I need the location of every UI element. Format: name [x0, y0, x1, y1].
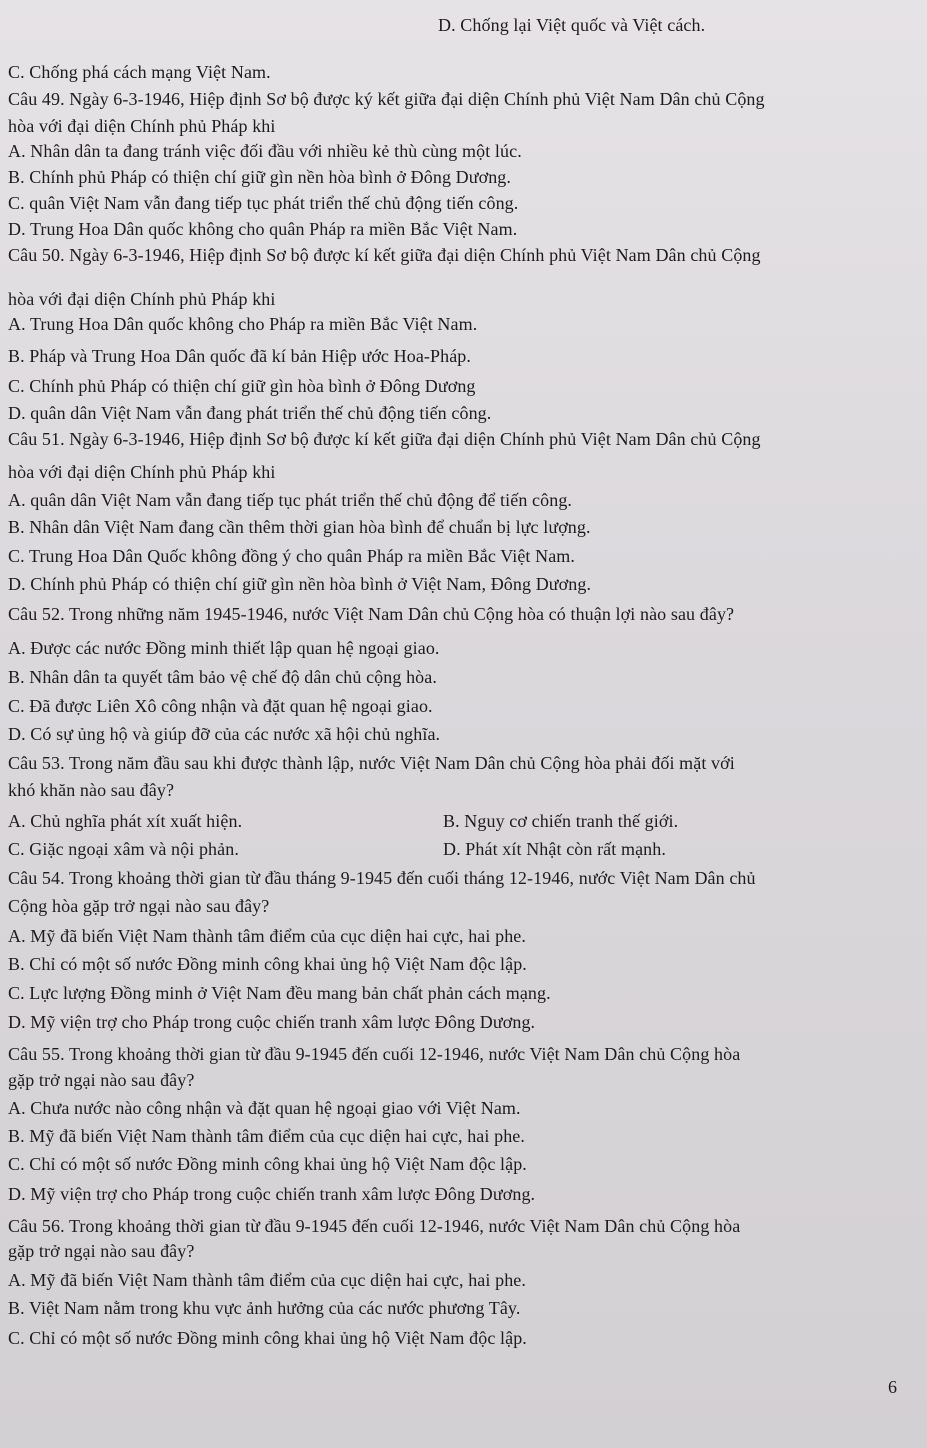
- text-line: Câu 55. Trong khoảng thời gian từ đầu 9-1945 đến cuối 12-1946, nước Việt Nam Dân chủ Cộng hòa: [8, 1044, 741, 1064]
- text-line: hòa với đại diện Chính phủ Pháp khi: [8, 289, 276, 309]
- text-line: gặp trở ngại nào sau đây?: [8, 1070, 195, 1090]
- text-line: hòa với đại diện Chính phủ Pháp khi: [8, 116, 276, 136]
- text-line: B. Chỉ có một số nước Đồng minh công khai ủng hộ Việt Nam độc lập.: [8, 954, 527, 974]
- text-line: A. Trung Hoa Dân quốc không cho Pháp ra miền Bắc Việt Nam.: [8, 314, 478, 334]
- text-line: Câu 50. Ngày 6-3-1946, Hiệp định Sơ bộ được kí kết giữa đại diện Chính phủ Việt Nam Dân chủ Cộng: [8, 245, 761, 265]
- text-line: C. Chỉ có một số nước Đồng minh công khai ủng hộ Việt Nam độc lập.: [8, 1154, 527, 1174]
- text-line: B. Nhân dân ta quyết tâm bảo vệ chế độ dân chủ cộng hòa.: [8, 667, 437, 687]
- text-line: A. Mỹ đã biến Việt Nam thành tâm điểm của cục diện hai cực, hai phe.: [8, 926, 526, 946]
- text-line: B. Việt Nam nằm trong khu vực ảnh hưởng của các nước phương Tây.: [8, 1298, 521, 1318]
- text-line: D. quân dân Việt Nam vẫn đang phát triển thế chủ động tiến công.: [8, 403, 492, 423]
- text-line: C. Trung Hoa Dân Quốc không đồng ý cho quân Pháp ra miền Bắc Việt Nam.: [8, 546, 576, 566]
- text-line: khó khăn nào sau đây?: [8, 780, 175, 800]
- text-line: C. Lực lượng Đồng minh ở Việt Nam đều mang bản chất phản cách mạng.: [8, 983, 551, 1003]
- text-line: D. Trung Hoa Dân quốc không cho quân Pháp ra miền Bắc Việt Nam.: [8, 219, 518, 239]
- text-line: D. Có sự ủng hộ và giúp đỡ của các nước xã hội chủ nghĩa.: [8, 724, 441, 744]
- text-line: Câu 56. Trong khoảng thời gian từ đầu 9-1945 đến cuối 12-1946, nước Việt Nam Dân chủ Cộng hòa: [8, 1216, 741, 1236]
- text-line: B. Mỹ đã biến Việt Nam thành tâm điểm của cục diện hai cực, hai phe.: [8, 1126, 525, 1146]
- text-line: A. Được các nước Đồng minh thiết lập quan hệ ngoại giao.: [8, 638, 440, 658]
- text-line: C. Chỉ có một số nước Đồng minh công khai ủng hộ Việt Nam độc lập.: [8, 1328, 527, 1348]
- text-line: A. Chủ nghĩa phát xít xuất hiện.: [8, 811, 243, 831]
- text-line: D. Chính phủ Pháp có thiện chí giữ gìn nền hòa bình ở Việt Nam, Đông Dương.: [8, 574, 592, 594]
- page-number: 6: [888, 1377, 897, 1397]
- text-line: C. Giặc ngoại xâm và nội phản.: [8, 839, 239, 859]
- text-line: C. Chính phủ Pháp có thiện chí giữ gìn hòa bình ở Đông Dương: [8, 376, 476, 396]
- text-line: B. Pháp và Trung Hoa Dân quốc đã kí bản Hiệp ước Hoa-Pháp.: [8, 346, 472, 366]
- text-line: gặp trở ngại nào sau đây?: [8, 1241, 195, 1261]
- text-line: B. Chính phủ Pháp có thiện chí giữ gìn nền hòa bình ở Đông Dương.: [8, 167, 512, 187]
- text-line: A. Chưa nước nào công nhận và đặt quan hệ ngoại giao với Việt Nam.: [8, 1098, 521, 1118]
- text-line: A. quân dân Việt Nam vẫn đang tiếp tục phát triển thế chủ động để tiến công.: [8, 490, 573, 510]
- text-line: Câu 53. Trong năm đầu sau khi được thành lập, nước Việt Nam Dân chủ Cộng hòa phải đối mặt với: [8, 753, 735, 773]
- text-line: D. Mỹ viện trợ cho Pháp trong cuộc chiến tranh xâm lược Đông Dương.: [8, 1012, 536, 1032]
- text-line: C. Chống phá cách mạng Việt Nam.: [8, 62, 271, 82]
- text-line: Câu 51. Ngày 6-3-1946, Hiệp định Sơ bộ được kí kết giữa đại diện Chính phủ Việt Nam Dân chủ Cộng: [8, 429, 761, 449]
- text-line: A. Mỹ đã biến Việt Nam thành tâm điểm của cục diện hai cực, hai phe.: [8, 1270, 526, 1290]
- text-line: D. Mỹ viện trợ cho Pháp trong cuộc chiến tranh xâm lược Đông Dương.: [8, 1184, 536, 1204]
- text-line: B. Nguy cơ chiến tranh thế giới.: [443, 811, 679, 831]
- text-line: Câu 49. Ngày 6-3-1946, Hiệp định Sơ bộ được ký kết giữa đại diện Chính phủ Việt Nam Dân chủ Cộng: [8, 89, 765, 109]
- text-line: A. Nhân dân ta đang tránh việc đối đầu với nhiều kẻ thù cùng một lúc.: [8, 141, 522, 161]
- text-line: Câu 52. Trong những năm 1945-1946, nước Việt Nam Dân chủ Cộng hòa có thuận lợi nào sau đây?: [8, 604, 735, 624]
- text-line: D. Chống lại Việt quốc và Việt cách.: [438, 15, 706, 35]
- text-line: C. quân Việt Nam vẫn đang tiếp tục phát triển thế chủ động tiến công.: [8, 193, 519, 213]
- text-line: B. Nhân dân Việt Nam đang cần thêm thời gian hòa bình để chuẩn bị lực lượng.: [8, 517, 591, 537]
- text-line: D. Phát xít Nhật còn rất mạnh.: [443, 839, 666, 859]
- text-line: hòa với đại diện Chính phủ Pháp khi: [8, 462, 276, 482]
- text-line: C. Đã được Liên Xô công nhận và đặt quan hệ ngoại giao.: [8, 696, 433, 716]
- text-line: Cộng hòa gặp trở ngại nào sau đây?: [8, 896, 270, 916]
- text-line: Câu 54. Trong khoảng thời gian từ đầu tháng 9-1945 đến cuối tháng 12-1946, nước Việt Nam Dân chủ: [8, 868, 756, 888]
